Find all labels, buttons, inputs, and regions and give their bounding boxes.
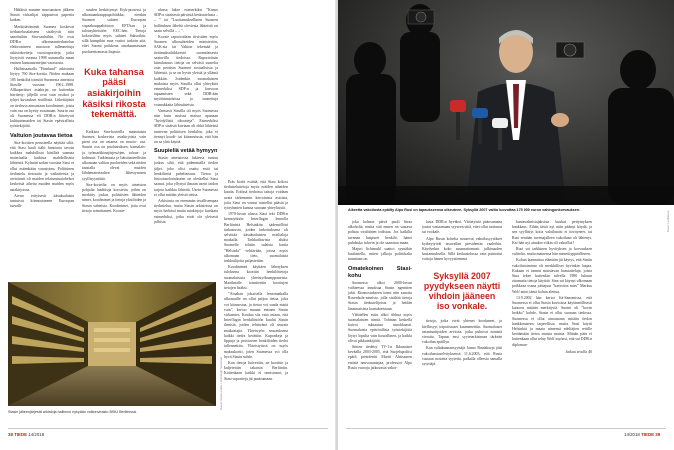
paragraph: lusta DDR:n hyväksi. Väitetyistä pääosamana joutui vastaamaan syyseen siitä, ettei ollut tarttunut tai vookale. bbox=[422, 220, 502, 235]
paragraph: Rusi sai tarkkinen hyvityksen ja korvauksen valtiolta, mutta mainensa hän menettiyppäälliseen. bbox=[512, 247, 592, 257]
pull-quote: Syksyllä 2007 pyydykseen näytti vihdoin jääneen iso vonkale. bbox=[423, 270, 501, 312]
paragraph: Stasin aineistossa lukiessa tuntuu joskus siltä, että pidemmällä tiedon jäljet, joko olisi osattu etsiä tai henkilöeitä puheliaisuus. Tietoa ja historiaselostukseen on oleskellut Stasi saanut, joka yllyttyä ilmaan usein taidon tarjota kaikkia lähteitä. Usein Suomessa ei ollut mitään yleistä tietoa. bbox=[154, 156, 218, 197]
right-column-2 bbox=[422, 220, 502, 424]
press-photo-caption: Aikeetta vakoilusta epäilty Alpo Rusi on tapaukseensa oikeuteen. Syksyllä 2007 valtio luovuttaa 175 000 euron vahingonkorvauksen. bbox=[348, 208, 581, 212]
left-column-3 bbox=[154, 8, 218, 276]
paragraph: ”Ainahan jokaisella lentomatkalla ulkomaille on ollut paljon tietoa, joka voi kiinnostaa, ja tietoa voi saada mistä vain”, kertoo muuan entinen Stasin virkamies. Kuuluu siis vain asiaan, että Interflugin henkilöstöön kuului Stasin ihmisiä, joiden tehtävänä oli seurata matkustajia. Yhteistyön seurauksena kaikki tiedot kerättiin. Kuponkeja ja lippuja ja poistuvien henkilöiden tiedot tallennettiin. Yhteistyössä on myös maksukortti, joten Suomessa voi olla hyvä Stasin suhde. bbox=[224, 292, 288, 359]
press-conference-image bbox=[338, 0, 674, 205]
paragraph: Vähitellen esiin alkoi tihkua myös suomalaisten nimiä. Tohinan keskellä kaivoi suhtautua innokkaasti. Suomalaisia epävirallisia työntekijöitä löytyi lopulta vain kourallinen, ja kaikki olivat pikkuinkijöitä. bbox=[348, 312, 412, 343]
paragraph: Arkistosta on enemmän tavallisempaa tiedustelua, mutta Stasin arkistoissa on myös herkästi muita asiakirjoja: kuiskata esimerkiksi, jotka eivät ole yleisesti julkisia. bbox=[154, 198, 218, 224]
paragraph: tietoja, jotka eivät yhtenet koodaneet, ja kiellitsyyt toipotistaset kuumenettiin. Suomalaiset asiantuntijoiden arvioita, jotka puhuvat nimistä vieraita. Tapaus ensi syytetarkistman tärkeän vakoilun epäillyn. bbox=[422, 319, 502, 345]
left-column-1 bbox=[10, 8, 74, 276]
archive-shelves-image bbox=[8, 282, 216, 406]
page-number: 38 bbox=[8, 432, 13, 437]
photo-credit: Kuva: Lehtikuva bbox=[666, 210, 670, 232]
paragraph: Siitten tiedetty TV-1:n Ikkunaiset keväällä 2003-2005, että Suojelupoliisi epäili presidentti Martti Ahtisaaren entistä neuvonantajaa, professori Alpo Rusia vuoroja jatkuvasta vakoi- bbox=[348, 345, 412, 370]
pull-quote: Kuka tahansa pääsi asiakirjoihin käsiksi rikosta tekemättä. bbox=[82, 66, 146, 120]
footer-rule bbox=[8, 428, 328, 429]
press-conference-photo bbox=[338, 0, 674, 205]
paragraph: Kun valtakunnansyyttäjä Jarmo Rautakorpi jätti vakoiluasiaselvityksensä 11.6.2003, että Rusia vastaan nostetta syytettä, paikalla olleesta samalla sytyttäjä. bbox=[422, 346, 502, 367]
paragraph: Hallussaanalla ”Finnland” arkistosta löytyy 760 Sira-korttia. Niiden mukaan 185 henkilöä toimitti Suomesta aineistoa Stasille vuosina 1961–1988. Allkuperäiset asiakirjat on kuitenkin hävitetty; jäljellä ovat vain otsikot ja tyhjet kuvaukset sisällöstä. Liikettäjästä on tiedossa ainoastaan koodinimet, joista vain osa on kyetty avaamaan. Suurin osa oli Suomessa eli DDR:n liittetyvät kulttuurimaiden tai Stasin epävirallisia työntekijöitä. bbox=[10, 67, 74, 129]
left-footer bbox=[8, 432, 44, 437]
paragraph: kantavalmistajaksista kuukai pettymyksen hankkaus. Eihän tässä nyt näin pitänyt käydä, ja sen syyllistyi kotia valoilunasi ei tiivityneet, tai Rusi sentään tuvenajalleen vakoiluan oli lähtenyt. Kai hän nyt ainakin viikin oli vakoillut? bbox=[512, 220, 592, 245]
paragraph: Häkkisä muuten murtumisen jälkeen Stasin virkailijat säppasivat paperita kaiken. bbox=[10, 8, 74, 23]
page-number: 39 bbox=[655, 432, 661, 437]
paragraph: joka kolmas päivä puoli litraa alkoholia, mutta sitä ennen on saatava polttaa viraltiinen todistaa. Jos kaikilta tavanan lasipuret henkilö, hänet puhdasko taluvin ja ole saanaton maan. bbox=[348, 220, 412, 245]
paragraph: Koodinimeä käyttäen lähetyksen tuloksena koottiin henkilötietoja suomalaisista yhteistyökumppaneista. Maailmalle toimitettiin koottujen tietojen lisäksi. bbox=[224, 265, 288, 291]
footer-rule bbox=[346, 428, 666, 429]
archive-photo bbox=[8, 282, 216, 406]
photo-credit: Kuvat: Kaisa Huitio / Helsingin Sanomat bbox=[219, 356, 223, 410]
section-heading: Omatekoinen Stasi-kohu bbox=[348, 265, 412, 279]
paragraph: Kohun laannuttua elämään jäi käytys, että Stasin vakoilutoiminta oli merkkilliset hyvinkin laajaa. Kukaan ei tunnut muistavan haastatteluja, joista Sina tekee kuitenkin talvella 1980 lukuun ottamatta tietoja käyttää. Sina sai käynyt ulkomaan poikkeaa osana johtajuut ”kasvoton mies” Markus Wolf antoi tämä kohun alettua. bbox=[512, 258, 592, 294]
archive-photo-caption: Stasin jälleenjärjestä arkistoja hallinnoi nykyään valtionvirasto BStU Berliinissä. bbox=[8, 410, 137, 414]
left-page bbox=[0, 0, 336, 450]
right-column-3 bbox=[512, 220, 592, 424]
paragraph: Kun tietoja kaivettiin, ne koottiin ja kuljetettiin takaisin Berliiniin. Kuitenkaan kaikki ei onnistunut, ja Stasi-raportteja jäi puuttumaan. bbox=[224, 360, 288, 381]
paragraph: Merkittävimmät Suomea koskevat tiedustelusalaiseen sisältyvät niin sanottuihin Sira-tauluihin. Ne ovat DDR:n ulkomaantiedustelun elektroniseen muotoon tallennettuja arkistokortteja vuosiraportteja, jotka löytyivät vuonna 1998 uutumalla maan entisen kansanarmeijan varastosta. bbox=[10, 24, 74, 66]
paragraph: Aivan erityisesti itäsaksalaisia tuntuivat kiinnostaneen Euroopan turvalli- bbox=[10, 193, 74, 209]
paragraph: 13.9.2002 hän kertoi Itä-Sanomissa, että Suomessa ei ollut Stasin kuvioissa käytännöllisesti katsoen mitään merkitystä. Suomi oli ”kovin heikko” kohde, Stasin ei ollut suoraan tiedossa. Suomessa ei ollut ainoastaan mitään tiedon hankkimiseen tarpeellista, mutta Stasi käytti Helsinkiä ja maata nimensä edeltäjien reitille keräämään tietoa muista maista. Mitään päin ei kuitenkaan ollut tehty Wolf myönsi, että sai DDR:n diplomaa- bbox=[512, 295, 592, 347]
paragraph: Kooste raportoidaan tiivistäen myös Suomen ulkosuhteiden ministeriön, SAK:sta tai Valtion tekemää ja tietämaksuliikkeestä suomalaisesta saatavilla tiedoissa. Raportoituin kiinalaisuus tietoja on selvästi suurelta osin peräisin Suomen sosiaalisista ja lähteistä, ja se on hyvin yleistä ja yllämä kaikkiin. Joidenkin suomalaisten mukaista myös Stasilla ollut yhteyksiä esimerkiksi SDP:n ja kasvoon tapaamisten sekä DDR:ään myötätuntoisissa ja tunnettuja voimakkaita lähisuhteista. bbox=[154, 35, 218, 107]
right-footer bbox=[624, 432, 660, 437]
paragraph: Sira-korteilta on myös aineiston pohjalta laadittuja koosteita, joihin on merkitty joskus poliittisten lähteiden nimet, koodinimet ja tietoja yksilöiden ja Stasin suhteista. Koodinimet, joita ovat tietoja toimittaneet. Kooste- bbox=[82, 182, 146, 213]
continued-note: Jatkuu sivulla 40 bbox=[565, 349, 592, 354]
left-column-2 bbox=[82, 8, 146, 276]
left-column-4 bbox=[224, 180, 288, 424]
right-column-1 bbox=[348, 220, 412, 424]
right-page bbox=[338, 0, 674, 450]
paragraph: Majuri lichtmuhl saattoi syynäkin kauhistella, miten jalkoja politiikalta tuumiaan on. bbox=[348, 247, 412, 262]
paragraph: 1970-luvun alussa Stasi teki DDR:n kennoyhtiön Interflugin lennolla Berliinistä Helsinkiin sädemöllöni tarkastusta, joiden tarkoituksena oli selvittää itäsaksalaisten mielialoja matkalla. Tarkkailtavista aluksi Suomelle tehtiin salaisia kartta ”Helsinki” -tehtävään, joissa myös ulkomaan tieto, suomalaisia tarkkailijoita paljastettiin. bbox=[224, 212, 288, 264]
magazine-name: TIEDE bbox=[641, 432, 655, 437]
paragraph: Eräs kortti esittää, että Stasi kokosi tiedustelutietoja myös eräiden aiheiden kautta. Eräissä tiedoissa taitoja voidaan avata tarkemmin kerrotuista asioista, joita Stasi on voinut taistellut päästä ja työryhmien kanssa suoraan yhteyksistä. bbox=[224, 180, 288, 211]
paragraph: Varmasti Stasilla oli myös Suomessa niin kuin muissa maissa apunaan ”hyödyllisiä idiootteja”. Esimerkiksi SDP:n sisäisiä kuviaan oli ehkä lähteistä tuntevan poliittisen henkilön, joka ei tiennyt koodi- tai kiinnostusta, että hän on sa yhtä käyttä. bbox=[154, 108, 218, 145]
magazine-name: TIEDE bbox=[14, 432, 28, 437]
paragraph: Suomessa alkoi 2000-luvun vaihteessa innoksaa Stasin agenttien jahti. Kiinnostukseen toimi niin sanottu Rosenholz-aineisto, jolla sisältää tietoja Stasin tiedustelijoista ja heidän länsimaisista kontakteistaan. bbox=[348, 280, 412, 311]
paragraph: alussa lukee esimerkiksi ”Kanso SDP:n sisäisestä päivästä keskustelusta – – ” tai ”Luottamuksellinen Suomen hallituksen läheltä oleviesta lähteistä on saatu selvillä – – ”. bbox=[154, 8, 218, 33]
issue-number: 14/2018 bbox=[624, 432, 640, 437]
section-heading: Valtuion joutavaa tietoa bbox=[10, 132, 73, 139]
paragraph: Alpo Rusin kohelta nousevat vakoilusyytökset kytkeytyivät tasavallan presidentin vaaleihin. Käydynkin koko suunnattomasti julkisuuden kustannuksella. Sillä keskustelussa vain painottui voitoja hänen hyvyystiemmä. bbox=[422, 236, 502, 262]
section-heading: Suupieliä vetää hymyyn bbox=[154, 148, 218, 155]
issue-number: 14/2018 bbox=[28, 432, 45, 437]
paragraph: Sira-korttien perusteella näyttää siltä, että Stasi haali tiälti hanttoria tavoin kaikkea mahdollista käsilleä saamaa materiaalia kaikista mahdollisista lähteistä. Kylmän sodan vuosina Stasi ei ollut mitenkään varastoinu. Poliittinen tiedustelu tietotaito ja vaikutteista ja arvioinnit oli maiden telaiseutuaiohelset keskeisiä aiheita muiden maiden myös asiakirjoissa. bbox=[10, 140, 74, 192]
paragraph: suuden keskittymyt Etyk-prosessi ja ulkomaankauppapolitiikka, etenkin Suomen suhteet Euroopan vapaakauppaliittoon EFTAan ja talousyhteisöön EEC:hen. Tietoja kokoteiltiin myös suhteet Saksoihin, sillä kumpikin maa vartioi tarkoin sitä, ettei Suomi poikkeaa omaksumastaan puolueettomasta linjasta. bbox=[82, 8, 146, 54]
paragraph: Kaikista Sira-korteilla mainituista Suomea koskevista asiakirjoista vain pieni osa on asiansa on muoto- osa. Suurin osa on puolustuksen, kansalais- ja työmarkkinajärjestöjen, talous- ja kulttuuri. Tutkimusta ja Itäisätaiteellisiin ulkomaan valtion puolueiden sekä niiden taustalla olevat muiden lähdemateriaalien lähestymisen syyllisyyntäitä. bbox=[82, 129, 146, 181]
